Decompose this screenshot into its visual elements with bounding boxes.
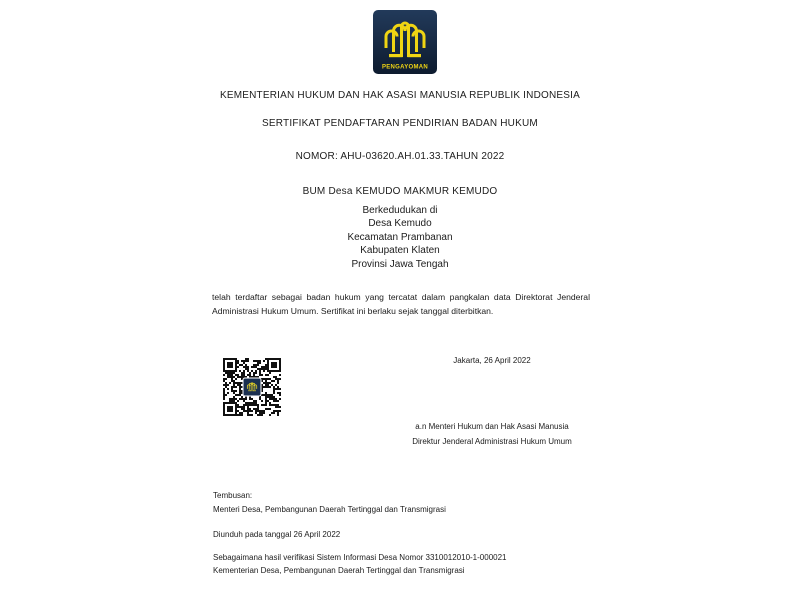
- certificate-number: NOMOR: AHU-03620.AH.01.33.TAHUN 2022: [295, 151, 505, 162]
- pengayoman-emblem-icon: [373, 10, 437, 74]
- qr-code: [223, 358, 281, 416]
- place-date: Jakarta, 26 April 2022: [453, 356, 531, 365]
- copy-recipient: Menteri Desa, Pembangunan Daerah Tertinggal dan Transmigrasi: [213, 505, 446, 514]
- verification-line2: Kementerian Desa, Pembangunan Daerah Tertinggal dan Transmigrasi: [213, 566, 465, 575]
- ministry-logo: [373, 10, 437, 74]
- ministry-name: KEMENTERIAN HUKUM DAN HAK ASASI MANUSIA REPUBLIK INDONESIA: [219, 90, 580, 101]
- signature-title: Direktur Jenderal Administrasi Hukum Umum: [412, 436, 572, 446]
- verification-line1: Sebagaimana hasil verifikasi Sistem Informasi Desa Nomor 3310012010-1-000021: [213, 553, 507, 562]
- qr-code-icon: [223, 358, 281, 416]
- address-line-regency: Kabupaten Klaten: [360, 245, 440, 257]
- copy-label: Tembusan:: [213, 491, 253, 500]
- address-line-district: Kecamatan Prambanan: [347, 231, 453, 243]
- verification-block: [213, 551, 507, 577]
- downloaded-date: Diunduh pada tanggal 26 April 2022: [213, 530, 341, 539]
- copy-block: [213, 489, 446, 517]
- address-line-province: Provinsi Jawa Tengah: [351, 258, 449, 270]
- entity-name: BUM Desa KEMUDO MAKMUR KEMUDO: [302, 186, 498, 197]
- entity-address-block: [0, 204, 800, 271]
- address-line-village: Desa Kemudo: [368, 218, 432, 230]
- certificate-title: SERTIFIKAT PENDAFTARAN PENDIRIAN BADAN HUKUM: [262, 118, 538, 129]
- qr-center-logo: [243, 378, 261, 396]
- pengayoman-label: PENGAYOMAN: [381, 64, 429, 71]
- signature-block: [342, 420, 642, 449]
- domicile-intro: Berkedudukan di: [362, 205, 438, 216]
- registration-statement: telah terdaftar sebagai badan hukum yang tercatat dalam pangkalan data Direktorat Jenderal Administrasi Hukum Umum. Sertifikat ini berlaku sejak tanggal diterbitkan.: [212, 292, 590, 316]
- signature-on-behalf: a.n Menteri Hukum dan Hak Asasi Manusia: [415, 422, 569, 431]
